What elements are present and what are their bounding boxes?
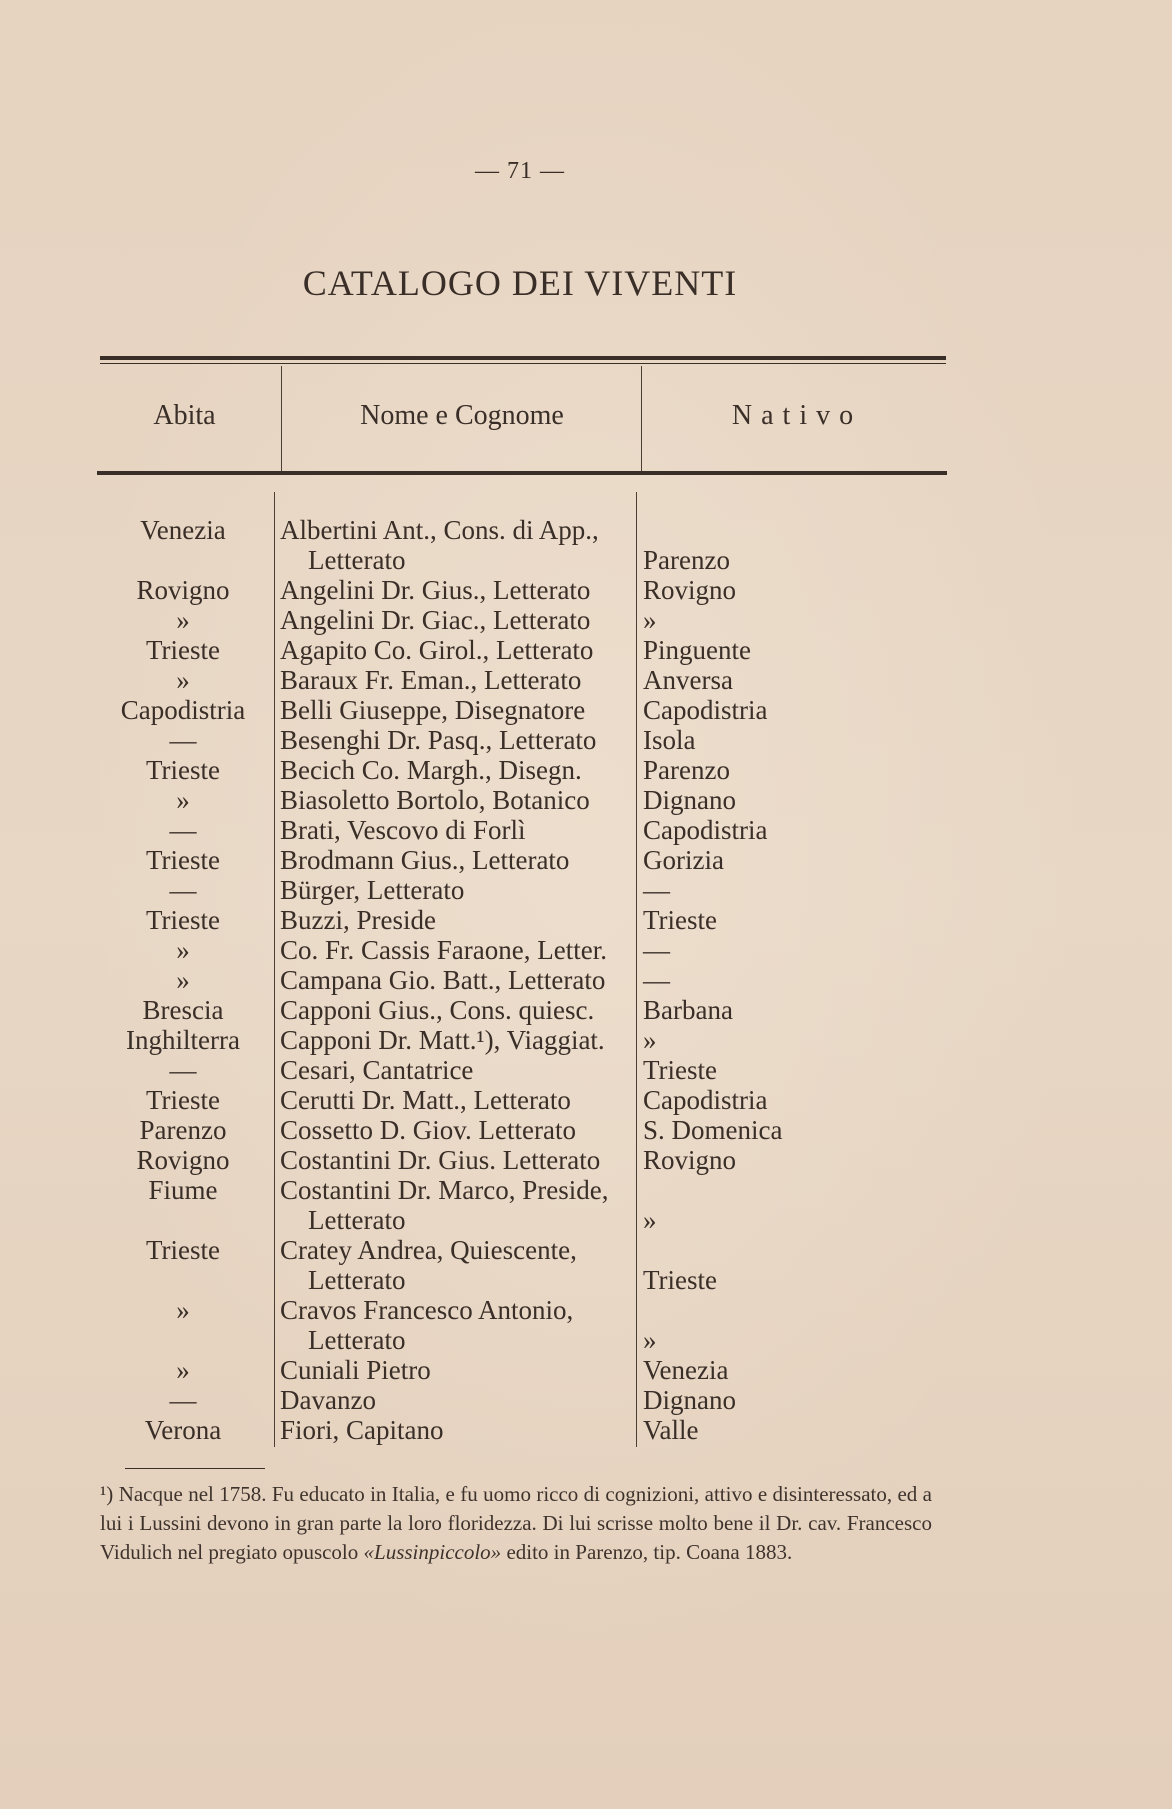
cell-nativo: — <box>643 935 670 965</box>
cell-nativo: Parenzo <box>643 545 730 575</box>
cell-nativo: Rovigno <box>643 575 737 605</box>
cell-abita: » <box>176 935 190 965</box>
cell-abita: » <box>176 1355 190 1385</box>
table-row <box>0 515 1172 575</box>
footnote-text-end: edito in Parenzo, tip. Coana 1883. <box>501 1540 793 1564</box>
cell-nome-text: Agapito Co. Girol., Letterato <box>280 635 594 665</box>
cell-nativo: Capodistria <box>643 815 768 845</box>
cell-nativo: — <box>643 875 670 905</box>
cell-nome-text: Cuniali Pietro <box>280 1355 431 1385</box>
cell-nome-text: Cravos Francesco Antonio, <box>280 1295 574 1325</box>
cell-abita: Rovigno <box>136 575 230 605</box>
cell-nativo: Dignano <box>643 1385 736 1415</box>
cell-nome <box>280 995 634 1025</box>
cell-nome <box>280 695 634 725</box>
cell-nome-text: Costantini Dr. Gius. Letterato <box>280 1145 601 1175</box>
cell-abita: — <box>169 875 197 905</box>
cell-nome <box>280 635 634 665</box>
table-row <box>0 1145 1172 1175</box>
cell-nome-continuation: Letterato <box>308 1205 406 1235</box>
table-top-rule <box>100 356 946 360</box>
table-row <box>0 1025 1172 1055</box>
table-top-rule-thin <box>100 363 946 364</box>
cell-nome-text: Davanzo <box>280 1385 376 1415</box>
cell-nativo: Rovigno <box>643 1145 737 1175</box>
cell-nome-text: Fiori, Capitano <box>280 1415 444 1445</box>
cell-nome-text: Belli Giuseppe, Disegnatore <box>280 695 586 725</box>
footnote <box>100 1480 932 1567</box>
table-row <box>0 755 1172 785</box>
cell-abita: — <box>169 1385 197 1415</box>
footnote-rule <box>125 1468 265 1469</box>
table-row <box>0 845 1172 875</box>
cell-nome <box>280 1175 634 1235</box>
cell-abita: — <box>169 815 197 845</box>
cell-abita: » <box>176 1295 190 1325</box>
cell-nome-text: Capponi Dr. Matt.¹), Viaggiat. <box>280 1025 605 1055</box>
cell-nome-text: Angelini Dr. Giac., Letterato <box>280 605 591 635</box>
cell-nome <box>280 1415 634 1445</box>
cell-nome <box>280 1145 634 1175</box>
cell-abita: Parenzo <box>139 1115 227 1145</box>
cell-nome-text: Becich Co. Margh., Disegn. <box>280 755 582 785</box>
table-row <box>0 875 1172 905</box>
cell-nome-text: Angelini Dr. Gius., Letterato <box>280 575 591 605</box>
cell-nome-text: Albertini Ant., Cons. di App., <box>280 515 599 545</box>
cell-nome-text: Campana Gio. Batt., Letterato <box>280 965 606 995</box>
footnote-text: Nacque nel 1758. Fu educato in Italia, e fu uomo ricco di cognizioni, attivo e disinteressato, ed a lui i Lussini devono in gran parte la loro floridezza. Di lui scrisse molto bene il Dr. cav. Francesco Vidulich nel pregiato opuscolo <box>100 1482 933 1564</box>
cell-abita: Trieste <box>145 1085 220 1115</box>
cell-abita: Trieste <box>145 1235 220 1265</box>
cell-nome <box>280 1385 634 1415</box>
cell-nativo: Gorizia <box>643 845 724 875</box>
cell-nativo: Trieste <box>643 1055 718 1085</box>
header-divider <box>641 366 642 471</box>
table-row <box>0 905 1172 935</box>
table-row <box>0 1085 1172 1115</box>
cell-abita: » <box>176 785 190 815</box>
cell-nome-text: Capponi Gius., Cons. quiesc. <box>280 995 595 1025</box>
cell-abita: Venezia <box>140 515 226 545</box>
cell-abita: — <box>169 1055 197 1085</box>
cell-abita: Brescia <box>142 995 224 1025</box>
table-row <box>0 1055 1172 1085</box>
cell-nativo: Trieste <box>643 905 718 935</box>
cell-nativo: Valle <box>643 1415 699 1445</box>
cell-nativo: » <box>643 605 657 635</box>
cell-nome <box>280 1235 634 1295</box>
header-divider <box>281 366 282 471</box>
cell-abita: » <box>176 665 190 695</box>
page-title: CATALOGO DEI VIVENTI <box>302 263 738 303</box>
cell-nativo: » <box>643 1205 657 1235</box>
cell-nome <box>280 1025 634 1055</box>
footnote-marker: ¹) <box>100 1482 114 1506</box>
cell-nativo: — <box>643 965 670 995</box>
cell-nome <box>280 1115 634 1145</box>
cell-nativo: Isola <box>643 725 696 755</box>
cell-nome-text: Brati, Vescovo di Forlì <box>280 815 526 845</box>
cell-nativo: Dignano <box>643 785 736 815</box>
cell-abita: Trieste <box>145 845 220 875</box>
table-row <box>0 635 1172 665</box>
cell-nativo: Anversa <box>643 665 733 695</box>
cell-nome <box>280 815 634 845</box>
table-row <box>0 605 1172 635</box>
cell-nome-text: Besenghi Dr. Pasq., Letterato <box>280 725 597 755</box>
cell-abita: — <box>169 725 197 755</box>
cell-nome-text: Cesari, Cantatrice <box>280 1055 474 1085</box>
cell-nome-text: Baraux Fr. Eman., Letterato <box>280 665 582 695</box>
cell-abita: Fiume <box>148 1175 218 1205</box>
cell-nativo: Barbana <box>643 995 733 1025</box>
table-row <box>0 725 1172 755</box>
column-header-nome: Nome e Cognome <box>360 400 564 431</box>
cell-nome <box>280 605 634 635</box>
cell-nome-text: Co. Fr. Cassis Faraone, Letter. <box>280 935 607 965</box>
table-row <box>0 1115 1172 1145</box>
table-row <box>0 695 1172 725</box>
table-row <box>0 965 1172 995</box>
table-row <box>0 815 1172 845</box>
table-row <box>0 1385 1172 1415</box>
cell-nome-text: Biasoletto Bortolo, Botanico <box>280 785 590 815</box>
cell-nome <box>280 665 634 695</box>
cell-nativo: Capodistria <box>643 695 768 725</box>
table-row <box>0 1235 1172 1295</box>
cell-nome <box>280 845 634 875</box>
cell-nativo: Parenzo <box>643 755 730 785</box>
table-row <box>0 665 1172 695</box>
table-row <box>0 575 1172 605</box>
table-row <box>0 995 1172 1025</box>
table-row <box>0 785 1172 815</box>
cell-abita: Verona <box>144 1415 222 1445</box>
table-row <box>0 1355 1172 1385</box>
cell-nome-text: Costantini Dr. Marco, Preside, <box>280 1175 609 1205</box>
cell-abita: Rovigno <box>136 1145 230 1175</box>
cell-abita: Trieste <box>145 905 220 935</box>
column-header-nativo: Nativo <box>731 400 863 431</box>
cell-nome-text: Bürger, Letterato <box>280 875 465 905</box>
page-number: — 71 — <box>475 158 565 184</box>
cell-nome-text: Cossetto D. Giov. Letterato <box>280 1115 576 1145</box>
cell-abita: Inghilterra <box>126 1025 240 1055</box>
cell-abita: Trieste <box>145 635 220 665</box>
cell-nome <box>280 1295 634 1355</box>
table-row <box>0 1175 1172 1235</box>
cell-nome <box>280 755 634 785</box>
footnote-italic-title: «Lussinpiccolo» <box>363 1540 502 1564</box>
table-row <box>0 1415 1172 1445</box>
cell-abita: » <box>176 605 190 635</box>
cell-nativo: S. Domenica <box>643 1115 783 1145</box>
cell-abita: Trieste <box>145 755 220 785</box>
cell-nome-continuation: Letterato <box>308 545 406 575</box>
catalog-table-body <box>0 515 1172 1445</box>
cell-abita: » <box>176 965 190 995</box>
cell-nome <box>280 1055 634 1085</box>
cell-nome <box>280 1085 634 1115</box>
cell-nativo: » <box>643 1025 657 1055</box>
cell-nome <box>280 785 634 815</box>
cell-nome <box>280 905 634 935</box>
cell-nome-text: Cerutti Dr. Matt., Letterato <box>280 1085 571 1115</box>
cell-nome <box>280 875 634 905</box>
cell-nativo: Capodistria <box>643 1085 768 1115</box>
cell-nome-text: Brodmann Gius., Letterato <box>280 845 570 875</box>
cell-nome <box>280 965 634 995</box>
cell-nome-continuation: Letterato <box>308 1325 406 1355</box>
table-row <box>0 935 1172 965</box>
cell-nome <box>280 1355 634 1385</box>
cell-nativo: » <box>643 1325 657 1355</box>
cell-abita: Capodistria <box>120 695 246 725</box>
cell-nativo: Pinguente <box>643 635 751 665</box>
cell-nome-text: Buzzi, Preside <box>280 905 436 935</box>
cell-nome <box>280 935 634 965</box>
cell-nome <box>280 575 634 605</box>
header-bottom-rule <box>97 471 947 475</box>
cell-nome <box>280 725 634 755</box>
cell-nativo: Venezia <box>643 1355 729 1385</box>
column-header-abita: Abita <box>153 400 216 431</box>
cell-nativo: Trieste <box>643 1265 718 1295</box>
cell-nome-continuation: Letterato <box>308 1265 406 1295</box>
cell-nome-text: Cratey Andrea, Quiescente, <box>280 1235 577 1265</box>
cell-nome <box>280 515 634 575</box>
table-row <box>0 1295 1172 1355</box>
